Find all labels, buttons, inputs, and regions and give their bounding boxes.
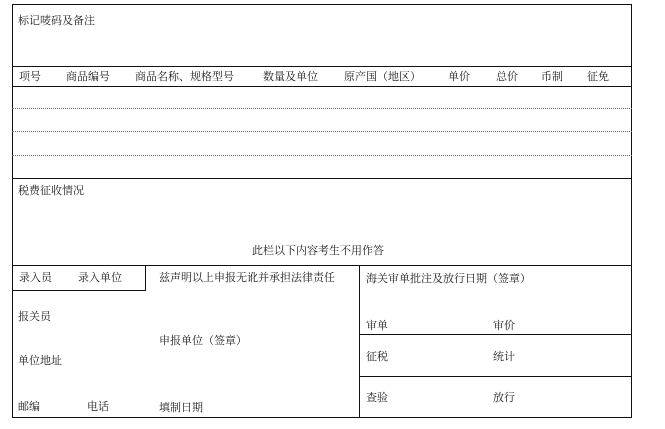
col-quantity-unit: 数量及单位 bbox=[263, 70, 318, 83]
release-label: 放行 bbox=[493, 391, 515, 404]
postcode-label: 邮编 bbox=[18, 400, 40, 413]
frame-top bbox=[12, 4, 632, 5]
col-origin-country: 原产国（地区） bbox=[344, 70, 421, 83]
fill-date-label: 填制日期 bbox=[159, 401, 203, 414]
divider-customs-row-1 bbox=[359, 334, 632, 335]
goods-row-line bbox=[12, 131, 632, 132]
divider-entry-vertical bbox=[145, 265, 146, 291]
inspection-label: 查验 bbox=[366, 391, 388, 404]
col-exemption: 征免 bbox=[587, 70, 609, 83]
declarant-label: 报关员 bbox=[18, 310, 51, 323]
divider-tax-bottom bbox=[12, 265, 632, 266]
marks-remarks-label: 标记唛码及备注 bbox=[18, 14, 95, 27]
goods-row-line bbox=[12, 155, 632, 156]
divider-marks bbox=[12, 66, 632, 67]
tax-section-label: 税费征收情况 bbox=[18, 184, 84, 197]
divider-goods-bottom bbox=[12, 178, 632, 179]
unit-address-label: 单位地址 bbox=[18, 354, 62, 367]
divider-entry-row bbox=[12, 290, 146, 291]
declaring-unit-label: 申报单位（签章） bbox=[159, 334, 247, 347]
statistics-label: 统计 bbox=[493, 350, 515, 363]
col-currency: 币制 bbox=[541, 70, 563, 83]
price-review-label: 审价 bbox=[493, 319, 515, 332]
exam-note: 此栏以下内容考生不用作答 bbox=[252, 244, 384, 257]
tax-levy-label: 征税 bbox=[366, 350, 388, 363]
entry-clerk-label: 录入员 bbox=[19, 271, 52, 284]
divider-customs-vertical bbox=[359, 265, 360, 418]
declaration-statement: 兹声明以上申报无讹并承担法律责任 bbox=[159, 271, 335, 284]
col-item-no: 项号 bbox=[19, 70, 41, 83]
divider-customs-row-2 bbox=[359, 376, 632, 377]
entry-unit-label: 录入单位 bbox=[78, 271, 122, 284]
review-label: 审单 bbox=[366, 319, 388, 332]
goods-row-line bbox=[12, 108, 632, 109]
frame-bottom bbox=[12, 417, 632, 418]
phone-label: 电话 bbox=[87, 400, 109, 413]
col-commodity-code: 商品编号 bbox=[66, 70, 110, 83]
col-total-price: 总价 bbox=[496, 70, 518, 83]
col-name-spec: 商品名称、规格型号 bbox=[135, 70, 234, 83]
divider-table-header bbox=[12, 86, 632, 87]
col-unit-price: 单价 bbox=[448, 70, 470, 83]
customs-approval-label: 海关审单批注及放行日期（签章） bbox=[366, 272, 531, 285]
